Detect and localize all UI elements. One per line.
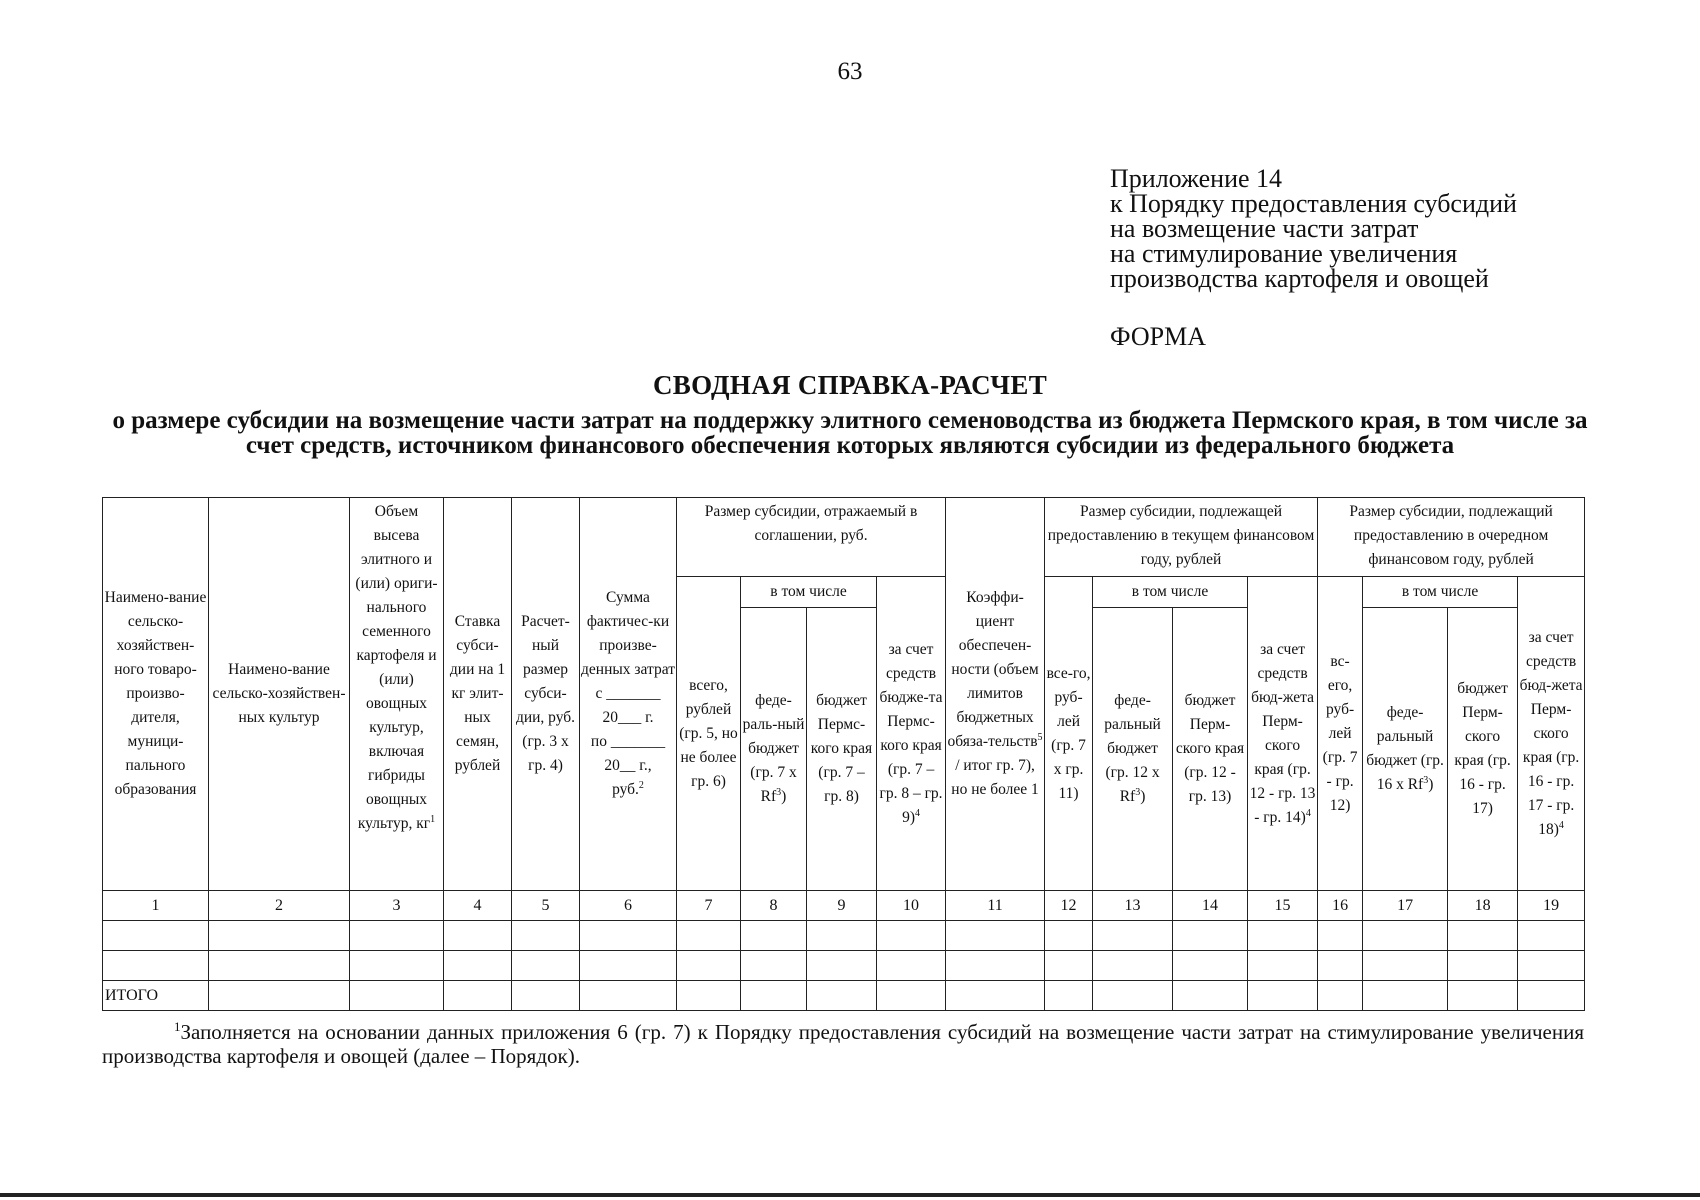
table-cell[interactable] bbox=[1363, 981, 1448, 1011]
table-cell[interactable] bbox=[1248, 951, 1318, 981]
header-group-current-year: Размер субсидии, подлежащей предоставлению в текущем финансовом году, рублей bbox=[1045, 498, 1318, 577]
table-cell[interactable] bbox=[807, 981, 877, 1011]
header-current-federal: феде-ральный бюджет (гр. 12 х Rf$^3$) bbox=[1093, 608, 1173, 891]
footnote-marker: 1 bbox=[174, 1019, 181, 1034]
table-cell[interactable] bbox=[1248, 921, 1318, 951]
header-including-1: в том числе bbox=[741, 577, 877, 608]
table-cell[interactable] bbox=[512, 951, 580, 981]
column-number: 19 bbox=[1518, 891, 1585, 921]
table-cell[interactable] bbox=[877, 951, 946, 981]
table-cell[interactable] bbox=[946, 981, 1045, 1011]
total-label: ИТОГО bbox=[103, 981, 209, 1011]
header-producer-name: Наимено-вание сельско-хозяйствен-ного товаро-произво-дителя, муници-пального образования bbox=[103, 498, 209, 891]
header-including-3: в том числе bbox=[1363, 577, 1518, 608]
table-cell[interactable] bbox=[1248, 981, 1318, 1011]
table-cell[interactable] bbox=[877, 921, 946, 951]
table-cell[interactable] bbox=[1363, 951, 1448, 981]
header-next-federal: феде-ральный бюджет (гр. 16 х Rf$^3$) bbox=[1363, 608, 1448, 891]
table-cell[interactable] bbox=[1518, 951, 1585, 981]
table-cell[interactable] bbox=[677, 921, 741, 951]
form-label: ФОРМА bbox=[1110, 322, 1206, 351]
column-number: 6 bbox=[580, 891, 677, 921]
table-cell[interactable] bbox=[350, 921, 444, 951]
header-sowing-volume: Объем высева элитного и (или) ориги-нального семенного картофеля и (или) овощных культур, включая гибриды овощных культур, $кг^1$ bbox=[350, 498, 444, 891]
table-row bbox=[103, 921, 1585, 951]
bottom-scan-edge bbox=[0, 1193, 1700, 1197]
calculation-table bbox=[102, 497, 1585, 1011]
table-cell[interactable] bbox=[103, 951, 209, 981]
column-number: 17 bbox=[1363, 891, 1448, 921]
table-cell[interactable] bbox=[1318, 981, 1363, 1011]
header-actual-costs: Сумма фактичес-ки произве-денных затрат с _______ 20___ г. по _______ 20__ г., руб.$^2$ bbox=[580, 498, 677, 891]
table-cell[interactable] bbox=[1448, 921, 1518, 951]
table-cell[interactable] bbox=[807, 921, 877, 951]
footnote bbox=[102, 1020, 1584, 1068]
table-cell[interactable] bbox=[946, 921, 1045, 951]
appendix-line: Приложение 14 bbox=[1110, 164, 1283, 193]
column-number: 5 bbox=[512, 891, 580, 921]
table-cell[interactable] bbox=[1448, 981, 1518, 1011]
header-agreement-federal: феде-раль-ный бюджет (гр. 7 х Rf$^3$) bbox=[741, 608, 807, 891]
table-cell[interactable] bbox=[1173, 921, 1248, 951]
header-current-perm-budget: бюджет Перм-ского края (гр. 12 - гр. 13) bbox=[1173, 608, 1248, 891]
table-cell[interactable] bbox=[1093, 951, 1173, 981]
column-numbers-row bbox=[103, 891, 1585, 921]
column-number: 8 bbox=[741, 891, 807, 921]
document-subtitle: о размере субсидии на возмещение части затрат на поддержку элитного семеноводства из бюджета Пермского края, в том числе за счет средств, источником финансового обеспечения которых являются субсидии из федерального бюджета bbox=[112, 407, 1588, 459]
table-cell[interactable] bbox=[103, 921, 209, 951]
header-agreement-total: всего, рублей (гр. 5, но не более гр. 6) bbox=[677, 577, 741, 891]
table-cell[interactable] bbox=[741, 981, 807, 1011]
header-calculated-subsidy: Расчет-ный размер субси-дии, руб. (гр. 3 х гр. 4) bbox=[512, 498, 580, 891]
column-number: 16 bbox=[1318, 891, 1363, 921]
column-number: 2 bbox=[209, 891, 350, 921]
header-subsidy-rate: Ставка субси-дии на 1 кг элит-ных семян, рублей bbox=[444, 498, 512, 891]
table-cell[interactable] bbox=[1045, 921, 1093, 951]
table-cell[interactable] bbox=[1318, 951, 1363, 981]
appendix-block bbox=[1110, 166, 1670, 291]
header-crop-name: Наимено-вание сельско-хозяйствен-ных культур bbox=[209, 498, 350, 891]
header-current-perm-funds: за счет средств бюд-жета Перм-ского края (гр. 12 - гр. 13 - гр. 14)$^4$ bbox=[1248, 577, 1318, 891]
total-row bbox=[103, 981, 1585, 1011]
column-number: 10 bbox=[877, 891, 946, 921]
table-cell[interactable] bbox=[1093, 981, 1173, 1011]
table-cell[interactable] bbox=[877, 981, 946, 1011]
table-cell[interactable] bbox=[1518, 981, 1585, 1011]
column-number: 9 bbox=[807, 891, 877, 921]
table-cell[interactable] bbox=[350, 951, 444, 981]
header-agreement-perm-funds: за счет средств бюдже-та Пермс-кого края (гр. 7 – гр. 8 – гр. 9)$^4$ bbox=[877, 577, 946, 891]
appendix-line: на стимулирование увеличения bbox=[1110, 239, 1458, 268]
header-current-total: все-го, руб-лей (гр. 7 х гр. 11) bbox=[1045, 577, 1093, 891]
table-cell[interactable] bbox=[807, 951, 877, 981]
table-cell[interactable] bbox=[444, 951, 512, 981]
table-cell[interactable] bbox=[580, 981, 677, 1011]
header-group-agreement: Размер субсидии, отражаемый в соглашении, руб. bbox=[677, 498, 946, 577]
table-cell[interactable] bbox=[1448, 951, 1518, 981]
table-cell[interactable] bbox=[350, 981, 444, 1011]
table-cell[interactable] bbox=[1173, 951, 1248, 981]
column-number: 3 bbox=[350, 891, 444, 921]
column-number: 15 bbox=[1248, 891, 1318, 921]
table-cell[interactable] bbox=[580, 921, 677, 951]
appendix-line: на возмещение части затрат bbox=[1110, 214, 1419, 243]
table-cell[interactable] bbox=[1518, 921, 1585, 951]
column-number: 12 bbox=[1045, 891, 1093, 921]
table-cell[interactable] bbox=[1363, 921, 1448, 951]
table-cell[interactable] bbox=[209, 981, 350, 1011]
column-number: 18 bbox=[1448, 891, 1518, 921]
table-cell[interactable] bbox=[677, 981, 741, 1011]
table-cell[interactable] bbox=[1093, 921, 1173, 951]
table-cell[interactable] bbox=[1045, 981, 1093, 1011]
header-coefficient: Коэффи-циент обеспечен-ности (объем лимитов бюджетных обяза-тельств$^5$ / итог гр. 7), но не более 1 bbox=[946, 498, 1045, 891]
footnote-text: Заполняется на основании данных приложения 6 (гр. 7) к Порядку предоставления субсидий на возмещение части затрат на стимулирование увеличения производства картофеля и овощей (далее – Порядок). bbox=[102, 1020, 1584, 1068]
column-number: 11 bbox=[946, 891, 1045, 921]
header-next-perm-budget: бюджет Перм-ского края (гр. 16 - гр. 17) bbox=[1448, 608, 1518, 891]
table-cell[interactable] bbox=[946, 951, 1045, 981]
column-number: 13 bbox=[1093, 891, 1173, 921]
table-cell[interactable] bbox=[1045, 951, 1093, 981]
header-next-perm-funds: за счет средств бюд-жета Перм-ского края (гр. 16 - гр. 17 - гр. 18)$^4$ bbox=[1518, 577, 1585, 891]
table-cell[interactable] bbox=[444, 981, 512, 1011]
appendix-line: к Порядку предоставления субсидий bbox=[1110, 189, 1517, 218]
column-number: 14 bbox=[1173, 891, 1248, 921]
page-number: 63 bbox=[837, 58, 863, 85]
table-cell[interactable] bbox=[677, 951, 741, 981]
header-including-2: в том числе bbox=[1093, 577, 1248, 608]
table-row bbox=[103, 951, 1585, 981]
header-agreement-perm-budget: бюджет Пермс-кого края (гр. 7 – гр. 8) bbox=[807, 608, 877, 891]
table-cell[interactable] bbox=[741, 921, 807, 951]
table-cell[interactable] bbox=[209, 921, 350, 951]
table-cell[interactable] bbox=[580, 951, 677, 981]
column-number: 4 bbox=[444, 891, 512, 921]
header-next-total: вс-его, руб-лей (гр. 7 - гр. 12) bbox=[1318, 577, 1363, 891]
table-cell[interactable] bbox=[741, 951, 807, 981]
table-cell[interactable] bbox=[512, 981, 580, 1011]
appendix-line: производства картофеля и овощей bbox=[1110, 264, 1489, 293]
column-number: 7 bbox=[677, 891, 741, 921]
table-cell[interactable] bbox=[444, 921, 512, 951]
table-cell[interactable] bbox=[209, 951, 350, 981]
header-group-next-year: Размер субсидии, подлежащий предоставлению в очередном финансовом году, рублей bbox=[1318, 498, 1585, 577]
document-title: СВОДНАЯ СПРАВКА-РАСЧЕТ bbox=[652, 370, 1048, 400]
column-number: 1 bbox=[103, 891, 209, 921]
table-cell[interactable] bbox=[1318, 921, 1363, 951]
table-cell[interactable] bbox=[1173, 981, 1248, 1011]
table-cell[interactable] bbox=[512, 921, 580, 951]
